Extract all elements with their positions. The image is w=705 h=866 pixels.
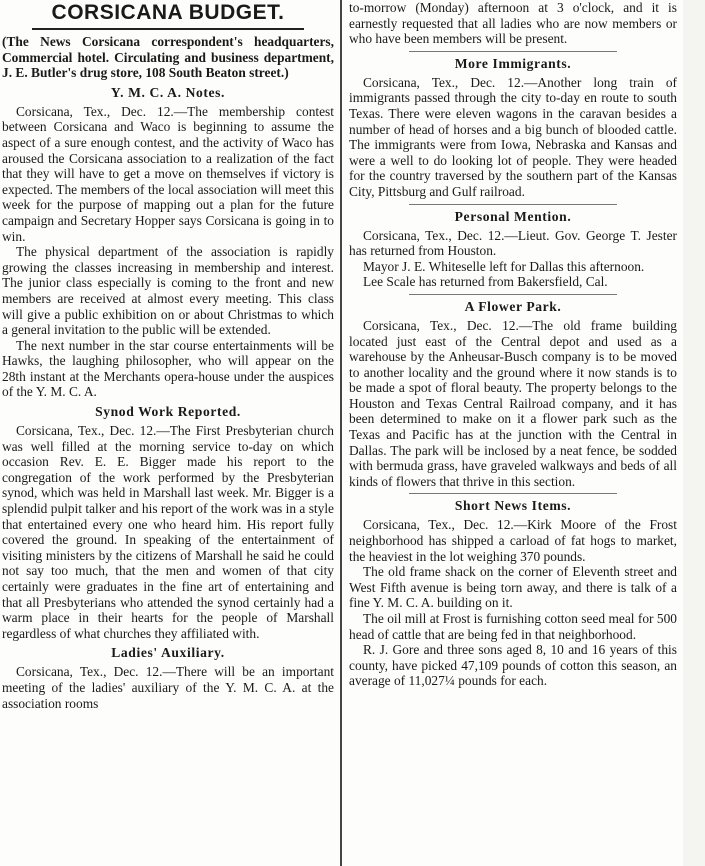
- auxiliary-continuation: to-morrow (Monday) afternoon at 3 o'clock, and it is earnestly requested that all ladies who are now members or who have been members will be present.: [349, 0, 677, 47]
- intro-note: (The News Corsicana correspondent's headquarters, Commercial hotel. Circulating and business department, J. E. Butler's drug store, 108 South Beaton street.): [2, 34, 334, 81]
- right-column: [345, 0, 679, 866]
- immigrants-heading: More Immigrants.: [454, 55, 572, 71]
- personal-paragraph: Corsicana, Tex., Dec. 12.—Lieut. Gov. George T. Jester has returned from Houston.: [349, 227, 677, 259]
- short-news-paragraph: The oil mill at Frost is furnishing cotton seed meal for 500 head of cattle that are being fed in that neighborhood.: [349, 611, 677, 642]
- personal-paragraph: Lee Scale has returned from Bakersfield, Cal.: [363, 274, 608, 290]
- section-divider: [409, 493, 617, 494]
- section-divider: [409, 204, 617, 205]
- auxiliary-heading: Ladies' Auxiliary.: [111, 645, 225, 661]
- short-news-paragraph: Corsicana, Tex., Dec. 12.—Kirk Moore of the Frost neighborhood has shipped a carload of fat hogs to market, the heaviest in the lot weighing 370 pounds.: [349, 517, 677, 564]
- section-divider: [409, 294, 617, 295]
- page-margin: [683, 0, 705, 866]
- flower-park-heading: A Flower Park.: [464, 298, 562, 314]
- masthead-rule: [32, 28, 304, 30]
- ymca-paragraph: The next number in the star course entertainments will be Hawks, the laughing philosopher, who will appear on the 28th instant at the Merchants opera-house under the auspices of the Y. M. C. A.: [2, 337, 334, 400]
- left-column: [0, 0, 338, 866]
- immigrants-paragraph: Corsicana, Tex., Dec. 12.—Another long train of immigrants passed through the city to-day en route to south Texas. There were eleven wagons in the caravan besides a number of head of horses and a big bunch of blooded cattle. The immigrants were from Iowa, Nebraska and Kansas and were a well to do looking lot of people. They were headed for the country traversed by the southern part of the Kansas City, Pittsburg and Gulf railroad.: [349, 74, 677, 199]
- ymca-paragraph: Corsicana, Tex., Dec. 12.—The membership contest between Corsicana and Waco is beginning to assume the aspect of a sure enough contest, and the activity of Waco has aroused the Corsicana association to a realization of the fact that they will have to get a move on themselves if victory is expected. The members of the local association will meet this week for the purpose of mapping out a plan for the future campaign and Secretary Hopper says Corsicana is going in to win.: [2, 103, 334, 244]
- synod-paragraph: Corsicana, Tex., Dec. 12.—The First Presbyterian church was well filled at the morning service to-day on which occasion Rev. E. E. Bigger made his report to the congregation of the work performed by the Presbyterian synod, which was held in Marshall last week. Mr. Bigger is a splendid pulpit talker and his report of the work was in a style that entertained every one who heard him. His report fully covered the ground. In speaking of the entertainment of visiting ministers by the citizens of Marshall he said he could not say too much, that the men and women of that city certainly were graduates in the fine art of entertaining and that all Presbyterians who attended the synod certainly had a warm place in their hearts for the people of Marshall regardless of what churches they affiliated with.: [2, 423, 334, 641]
- short-news-heading: Short News Items.: [454, 498, 572, 514]
- masthead: CORSICANA BUDGET.: [51, 1, 285, 24]
- column-rule: [340, 0, 342, 866]
- flower-park-paragraph: Corsicana, Tex., Dec. 12.—The old frame building located just east of the Central depot and used as a warehouse by the Anheusar-Busch company is to be moved to another locality and the ground where it now stands is to be made a spot of floral beauty. The property belongs to the Houston and Texas Central Railroad company, and it has been determined to make on it a flower park such as the Texas and Pacific has at the junction with the Central in Dallas. The park will be inclosed by a neat fence, be sodded with bermuda grass, have graveled walkways and beds of all kinds of flowers that thrive in this section.: [349, 317, 677, 489]
- ymca-heading: Y. M. C. A. Notes.: [110, 84, 226, 100]
- personal-heading: Personal Mention.: [454, 208, 572, 224]
- personal-paragraph: Mayor J. E. Whiteselle left for Dallas this afternoon.: [363, 258, 645, 274]
- synod-heading: Synod Work Reported.: [95, 404, 241, 420]
- section-divider: [409, 51, 617, 52]
- auxiliary-paragraph: Corsicana, Tex., Dec. 12.—There will be an important meeting of the ladies' auxiliary of the Y. M. C. A. at the association rooms: [2, 664, 334, 711]
- short-news-paragraph: The old frame shack on the corner of Eleventh street and West Fifth avenue is being torn away, and there is talk of a fine Y. M. C. A. building on it.: [349, 564, 677, 611]
- ymca-paragraph: The physical department of the association is rapidly growing the classes increasing in membership and interest. The junior class especially is coming to the front and new members are received at almost every meeting. This class will give a public exhibition on or about Christmas to which a general invitation to the public will be extended.: [2, 244, 334, 338]
- short-news-paragraph: R. J. Gore and three sons aged 8, 10 and 16 years of this county, have picked 47,109 pounds of cotton this season, an average of 11,027¼ pounds for each.: [349, 642, 677, 689]
